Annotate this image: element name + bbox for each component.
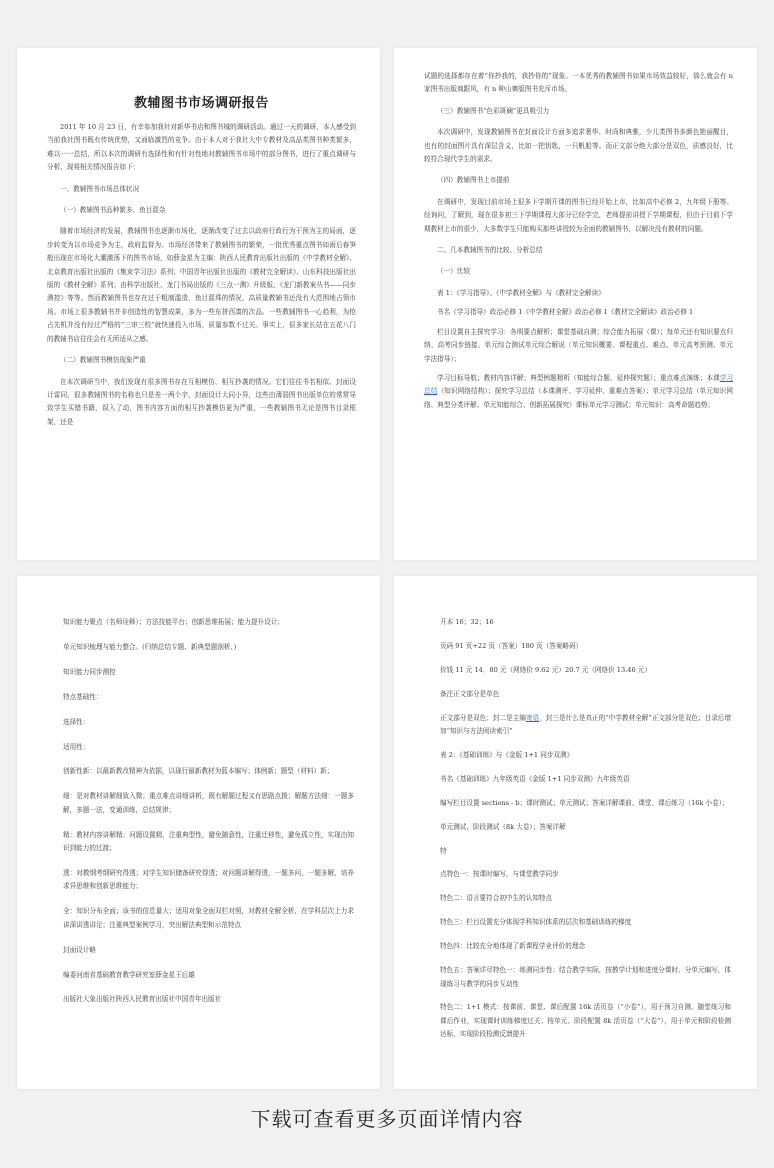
document-page-4 bbox=[394, 576, 757, 1089]
paragraph: 单元测试、阶段测试（8k 大卷）；答案详解 bbox=[440, 822, 566, 831]
paragraph-text: （知识网络结构）；探究学习总结（本课测评、学习延伸、重难点答案）；单元学习总结（单元知识网络、典型分类评解、单元知能综合、创新拓展探究）课标单元学习测试；单元知识：高考命题趋势； bbox=[424, 387, 733, 409]
subsection-heading: （一）教辅图书品种繁多、鱼目混杂 bbox=[60, 206, 166, 215]
document-page-2 bbox=[394, 48, 757, 560]
paragraph: 创新性新：以最新教改精神为依据，以现行最新教材为蓝本编写；体例新；题型（材料）新； bbox=[63, 767, 334, 776]
paragraph: 全：知识分布全面；该书的信息量大；适用对象全面双栏对照，对教材全解全析，在学科层次上力求讲深讲透讲足；注重典型案例学习，突出解法典型和示范特点 bbox=[63, 907, 354, 929]
table-caption: 表 2：《基础训练》与《金版 1+1 同步双测》 bbox=[440, 750, 574, 759]
paragraph: 页码 91 页+22 页（答案）180 页（答案略码） bbox=[440, 641, 583, 650]
paragraph: 特色四：比较充分地体现了新课程学业评价的理念 bbox=[440, 942, 586, 951]
subsection-heading: （四）教辅图书上市提前 bbox=[437, 176, 510, 185]
editor-message-link[interactable]: 寄语 bbox=[525, 713, 540, 722]
paragraph: 特点基础性： bbox=[63, 692, 103, 701]
paragraph: 编委河南省基础教育教学研究室薛金星王后雄 bbox=[63, 970, 195, 979]
paragraph: 在调研中，发现目前市场上很多下学期开课的图书已经开始上市，比如高中必修 2，九年级下册等。经询问，了解到，现在很多初三下学期课程大部分已经学完，老师提前讲授下学期课程，但由于目前下学期教材上市的很少，大多数学生只能购买那些讲授较为全面的教辅图书，以解决没有教材的问题。 bbox=[424, 197, 733, 233]
paragraph: 2011 年 10 月 23 日，有幸参加我社对新华书店和图书城的调研活动。通过一天的调研，本人感受到当前我社图书既有传统优势，又面临激烈的竞争。由于本人对于我社大中专教材及高品类图书种类繁多，难以一一总结，所以本次的调研有选择性和有针对性地对教辅图书市场中的部分图书，进行了重点调研与分析，现将相关情况报告如下： bbox=[47, 123, 356, 172]
paragraph: 细：是对教材讲解细致入微；重点难点讲细讲析，既有解题过程又有思路点拨；解题方法细：一题多解，多题一法，变通训练，总结规律； bbox=[63, 792, 354, 814]
section-heading: 二、几本教辅图书的比较、分析总结 bbox=[437, 246, 543, 255]
paragraph: 备注正文部分是单色 bbox=[440, 689, 500, 698]
paragraph-text: 正文部分是双色；封二是主编 bbox=[440, 713, 526, 722]
paragraph: 书名《学习指导》政治必修 1《中学教材全解》政治必修 1《教材完全解读》政治必修 1 bbox=[437, 308, 694, 317]
paragraph: 特色三：栏目设置充分体现学科知识体系的层次和基础训练的梯度 bbox=[440, 918, 632, 927]
paragraph: 点特色一：按课时编写，与课堂教学同步 bbox=[440, 870, 559, 879]
paragraph bbox=[440, 712, 731, 739]
paragraph: 栏目设置自主探究学习：各明要点解析；课堂基础自测；综合能力拓展（课）；每单元还有知识要点归纳、高考同步链接、单元综合测试单元综合解说（单元知识概要、课程重点、难点、单元高考预测、单元学法指导）； bbox=[424, 327, 733, 363]
paragraph: 出版社大象出版社陕西人民教育出版社中国青年出版社 bbox=[63, 995, 222, 1004]
paragraph: 特色五：答案详尽特色一：练测同步性：结合教学实际，按教学计划和进度分课时、分单元编写，体现练习与教学的同步互动性 bbox=[440, 966, 731, 988]
paragraph: 知识能力聚点（名师诠释）；方法技能平台；创新思维拓展；能力提升设计； bbox=[63, 618, 284, 626]
report-title: 教辅图书市场调研报告 bbox=[133, 96, 269, 111]
paragraph: 试题的选择都存在着“你抄我的，我抄你的”现象。一本优秀的教辅图书如果市场效益较好，那么就会有 n 家图书出版商跟风，有 n 种山寨版图书充斥市场。 bbox=[424, 72, 733, 94]
paragraph: 价钱 11 元 14．80 元（网络价 9.62 元）20.7 元（网络价 13.46 元） bbox=[440, 665, 651, 674]
paragraph-text: ，封三是什么是真正的“中学教材全解”正文部分是双色；目录后增加“知识与方法阅读索引” bbox=[440, 713, 732, 736]
subsection-heading: （一）比较 bbox=[437, 267, 470, 276]
table-caption: 表 1：《学习指导》、《中学教材全解》与《教材完全解读》 bbox=[437, 288, 605, 297]
paragraph: 特 bbox=[440, 846, 447, 855]
paragraph bbox=[424, 372, 733, 412]
paragraph: 特色二：1+1 模式：按课前、课堂、课后配置 16k 活页卷（“小卷”），用于预习自测、随堂练习和课后作业，实现课时训练梯度过关；按单元、阶段配置 8k 活页卷（“大卷”），用于单元和阶段检测达标，实现阶段检测反馈提升 bbox=[440, 1003, 731, 1039]
document-page-1 bbox=[17, 48, 380, 560]
download-more-caption: 下载可查看更多页面详情内容 bbox=[250, 1107, 524, 1131]
paragraph: 随着市场经济的发展，教辅图书也逐渐市场化，逐渐改变了过去以政府行政行为干预为主的局面，逐步转变为以市场竞争为主，政府监督为。市场经济带来了教辅图书的繁荣，一批优秀重点图书如雨后春笋般出现在市场化大潮激荡下的图书市场，如薛金星为主编：陕西人民教育出版社出版的《中学教材全解》、北京教育出版社出版的《集束学习法》系列；中国青年出版社出版的《教材完全解读》、山东科技出版社出版的《教材全解》系列；由科学出版社、龙门书局出版的《三点一测》升级版、《龙门新教案丛书——同步测控》等等。然而教辅图书也存在过于粗制滥造、鱼目混珠的情况，高质量教辅书还没有大范围地占领市场。市场上很多教辅书并非创造性的智慧成果，多为一些东拼西凑的次品。一些教辅图书一心趋利，为抢占先机并没有经过严格的“三审三校”就快速投入市场，质量参数不过关。事实上，很多家长站在五花八门的教辅书店往往会有无所适从之感。 bbox=[47, 227, 356, 343]
paragraph: 选择性： bbox=[63, 717, 90, 726]
section-heading: 一、教辅图书市场总体状况 bbox=[60, 184, 140, 193]
paragraph: 适用性： bbox=[63, 742, 90, 751]
subsection-heading: （二）教辅图书模仿现象严重 bbox=[60, 356, 146, 365]
paragraph: 知识能力同步测控 bbox=[63, 667, 116, 676]
paragraph: 封面设计略 bbox=[63, 945, 96, 954]
paragraph: 开本 16；32；16 bbox=[440, 618, 494, 626]
paragraph: 特色二：语言要符合初中生的认知特点 bbox=[440, 894, 553, 903]
document-page-3 bbox=[17, 576, 380, 1089]
paragraph: 精：教材内容讲解精；问题设置精，注重典型性，避免随意性，注重迁移性，避免孤立性，实现由知识到能力的过渡； bbox=[63, 830, 354, 853]
subsection-heading: （三）教辅图书“色彩斑斓”更具吸引力 bbox=[437, 106, 550, 115]
paragraph: 本次调研中，发现教辅图书在封面设计方面多追求奢华、时尚和典雅，少儿类图书多颜色艳丽醒目，也有的封面图片具有深层含义，比如一把钥匙，一只帆船等。而正文部分绝大部分是双色，质感良好，比较符合现代学生的需求。 bbox=[424, 128, 733, 164]
paragraph: 在本次调研当中，我们发现有很多图书存在互相模仿、相互抄袭的情况。它们往往书名相似、封面设计雷同，很多教辅图书的名称也只是差一两个字，封面设计大同小异，这些由薄弱图书出版单位的常常导致学生买错书籍，误入了动，图书内容方面的相互抄袭模仿更为严重，一些教辅图书无论是图书目录框架，还是 bbox=[47, 377, 356, 426]
paragraph: 编写栏目设置 sections - b；课时测试；单元测试；答案详解课前、课堂、课后练习（16k 小卷）； bbox=[440, 798, 729, 807]
study-summary-link[interactable]: 学习总结 bbox=[424, 373, 733, 396]
paragraph: 单元知识梳理与能力整合。(归纳总结专题、新典型题剖析、) bbox=[63, 642, 237, 651]
paragraph-text: 学习目标导航；教材内容详解；典型例题精析（知能综合题、延伸探究题）；重点难点演练；本课 bbox=[437, 373, 720, 382]
paragraph: 透：对教纲考纲研究得透；对学生知识储备研究得透；对问题讲解得透，一题多问，一题多解，培养求异思维和创新思维能力； bbox=[63, 868, 354, 891]
paragraph: 书名《基础训练》九年级英语《金版 1+1 同步双测》九年级英语 bbox=[440, 774, 630, 783]
